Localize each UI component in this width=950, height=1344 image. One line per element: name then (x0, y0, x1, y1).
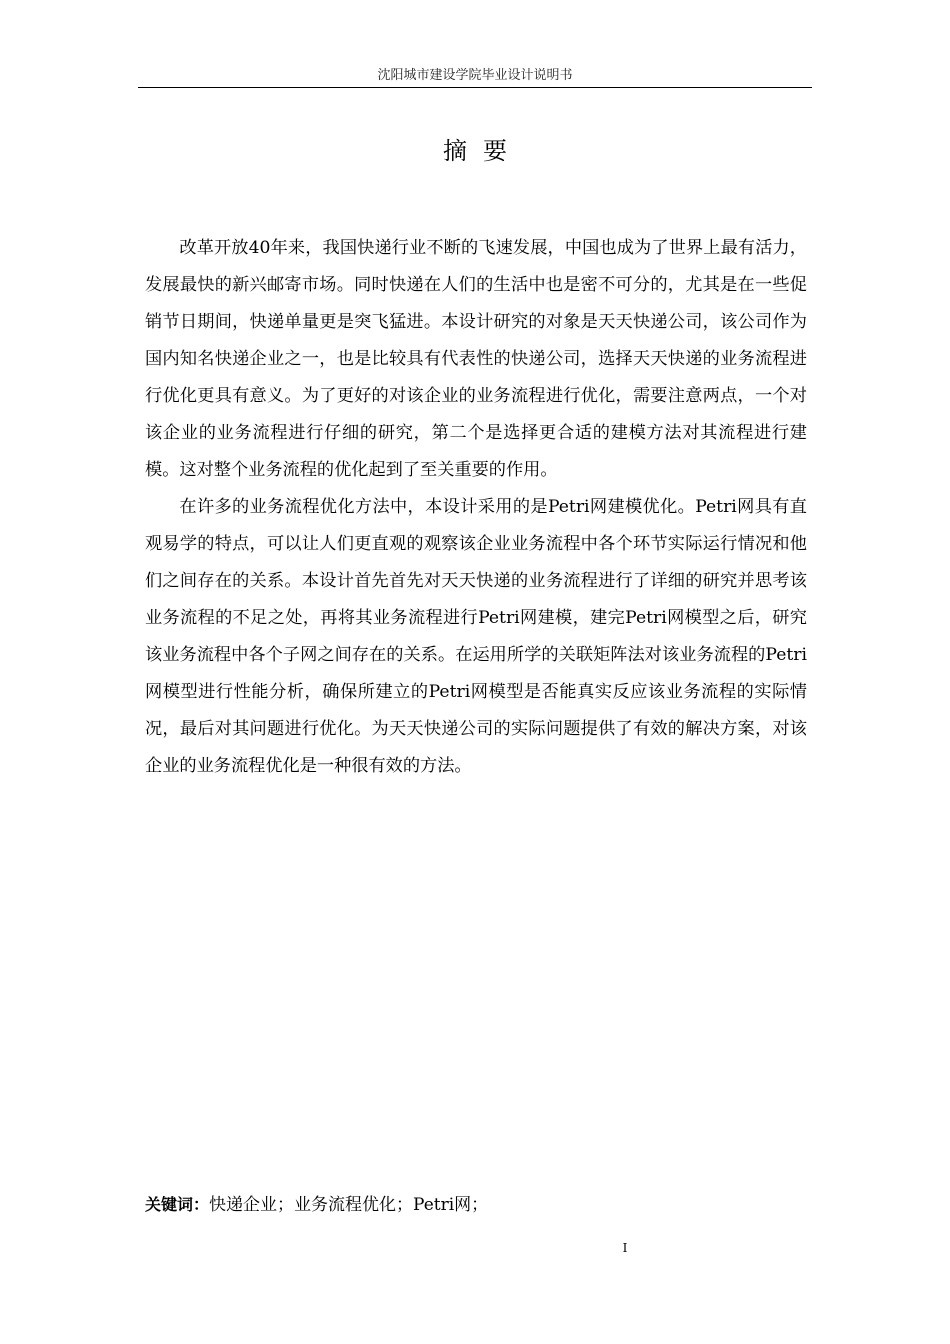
keywords-label: 关键词： (145, 1195, 210, 1214)
page-header: 沈阳城市建设学院毕业设计说明书 (377, 68, 573, 83)
page-number: I (622, 1241, 628, 1255)
keywords-value: 快递企业；业务流程优化；Petri网； (209, 1195, 489, 1215)
keywords-line (145, 1191, 807, 1219)
page-title: 摘要 (443, 137, 523, 165)
header-rule (138, 87, 812, 88)
abstract-body (145, 230, 807, 785)
abstract-paragraph-1: 改革开放40年来，我国快递行业不断的飞速发展，中国也成为了世界上最有活力，发展最快的新兴邮寄市场。同时快递在人们的生活中也是密不可分的，尤其是在一些促销节日期间，快递单量更是突飞猛进。本设计研究的对象是天天快递公司，该公司作为国内知名快递企业之一，也是比较具有代表性的快递公司，选择天天快递的业务流程进行优化更具有意义。为了更好的对该企业的业务流程进行优化，需要注意两点，一个对该企业的业务流程进行仔细的研究，第二个是选择更合适的建模方法对其流程进行建模。这对整个业务流程的优化起到了至关重要的作用。 (145, 238, 807, 480)
abstract-paragraph-2: 在许多的业务流程优化方法中，本设计采用的是Petri网建模优化。Petri网具有直观易学的特点，可以让人们更直观的观察该企业业务流程中各个环节实际运行情况和他们之间存在的关系。本设计首先首先对天天快递的业务流程进行了详细的研究并思考该业务流程的不足之处，再将其业务流程进行Petri网建模，建完Petri网模型之后，研究该业务流程中各个子网之间存在的关系。在运用所学的关联矩阵法对该业务流程的Petri网模型进行性能分析，确保所建立的Petri网模型是否能真实反应该业务流程的实际情况，最后对其问题进行优化。为天天快递公司的实际问题提供了有效的解决方案，对该企业的业务流程优化是一种很有效的方法。 (145, 497, 807, 776)
